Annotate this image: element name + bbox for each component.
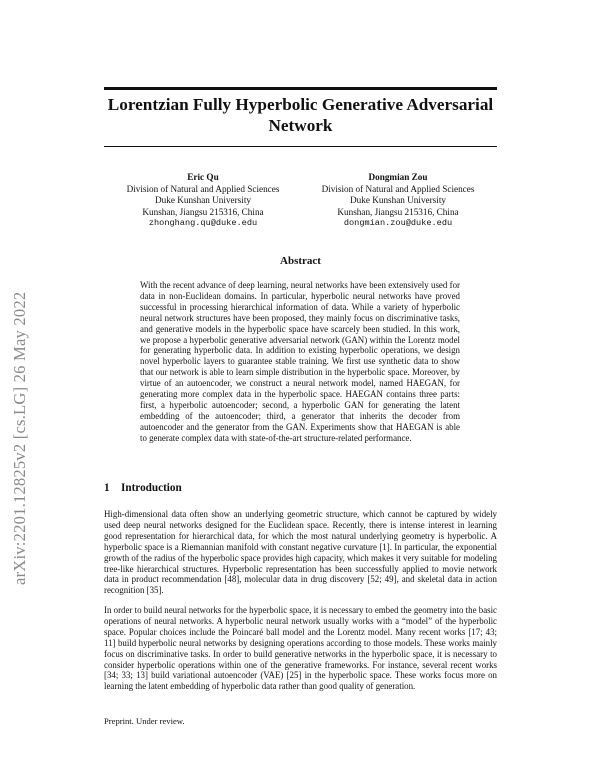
body-paragraph: In order to build neural networks for the hyperbolic space, it is necessary to embed the geometry into the basic operations of neural networks. A hyperbolic neural network usually works with a “model” of the hyperbolic space. Popular choices include the Poincaré ball model and the Lorentz model. Many recent works [17; 43; 11] build hyperbolic neural networks by designing operations according to those models. These works mainly focus on discriminative tasks. In order to build generative networks in the hyperbolic space, it is necessary to consider hyperbolic operations within one of the generative frameworks. For instance, several recent works [34; 33; 13] build variational autoencoder (VAE) [25] in the hyperbolic space. These works focus more on learning the latent embedding of hyperbolic data rather than good quality of generation. — [104, 605, 497, 692]
author-location: Kunshan, Jiangsu 215316, China — [337, 206, 459, 217]
section-heading — [104, 482, 182, 494]
author-block-2 — [298, 172, 498, 230]
title-rule-top — [104, 87, 497, 90]
abstract-heading: Abstract — [280, 255, 321, 267]
author-affiliation: Division of Natural and Applied Sciences — [126, 183, 280, 194]
author-institution: Duke Kunshan University — [350, 195, 446, 206]
arxiv-sidebar-stamp: arXiv:2201.12825v2 [cs.LG] 26 May 2022 — [10, 291, 29, 585]
paper-title: Lorentzian Fully Hyperbolic Generative Adversarial Network — [107, 95, 494, 135]
title-rule-bottom — [104, 146, 497, 147]
author-institution: Duke Kunshan University — [155, 195, 251, 206]
author-affiliation: Division of Natural and Applied Sciences — [321, 183, 475, 194]
section-title: Introduction — [121, 482, 182, 494]
section-number: 1 — [104, 482, 110, 494]
abstract-text: With the recent advance of deep learning, neural networks have been extensively used for data in non-Euclidean domains. In particular, hyperbolic neural networks have proved successful in processing hierarchical information of data. While a variety of hyperbolic neural network structures have been proposed, they mainly focus on discriminative tasks, and generative models in the hyperbolic space have scarcely been studied. In this work, we propose a hyperbolic generative adversarial network (GAN) within the Lorentz model for generating hyperbolic data. In addition to existing hyperbolic operations, we design novel hyperbolic layers to guarantee stable training. We first use synthetic data to show that our network is able to learn simple distribution in the hyperbolic space. Moreover, by virtue of an autoencoder, we construct a neural network model, named HAEGAN, for generating more complex data in the hyperbolic space. HAEGAN contains three parts: first, a hyperbolic autoencoder; second, a hyperbolic GAN for generating the latent embedding of the autoencoder; third, a generator that inherits the decoder from autoencoder and the generator from the GAN. Experiments show that HAEGAN is able to generate complex data with state-of-the-art structure-related performance. — [140, 280, 460, 443]
author-name: Dongmian Zou — [368, 172, 428, 182]
body-paragraph: High-dimensional data often show an underlying geometric structure, which cannot be captured by widely used deep neural networks designed for the Euclidean space. Recently, there is intense interest in learning good representation for hierarchical data, for which the most natural underlying geometry is hyperbolic. A hyperbolic space is a Riemannian manifold with constant negative curvature [1]. In particular, the exponential growth of the radius of the hyperbolic space provides high capacity, which makes it very suitable for modeling tree-like hierarchical structures. Hyperbolic representation has been successfully applied to movie network data in product recommendation [48], molecular data in drug discovery [52; 49], and skeletal data in action recognition [35]. — [104, 509, 497, 596]
author-name: Eric Qu — [187, 172, 219, 182]
author-location: Kunshan, Jiangsu 215316, China — [142, 206, 264, 217]
footer-note: Preprint. Under review. — [104, 716, 185, 726]
author-email[interactable]: dongmian.zou@duke.edu — [343, 218, 453, 229]
author-block-1 — [103, 172, 303, 230]
author-email[interactable]: zhonghang.qu@duke.edu — [148, 218, 258, 229]
